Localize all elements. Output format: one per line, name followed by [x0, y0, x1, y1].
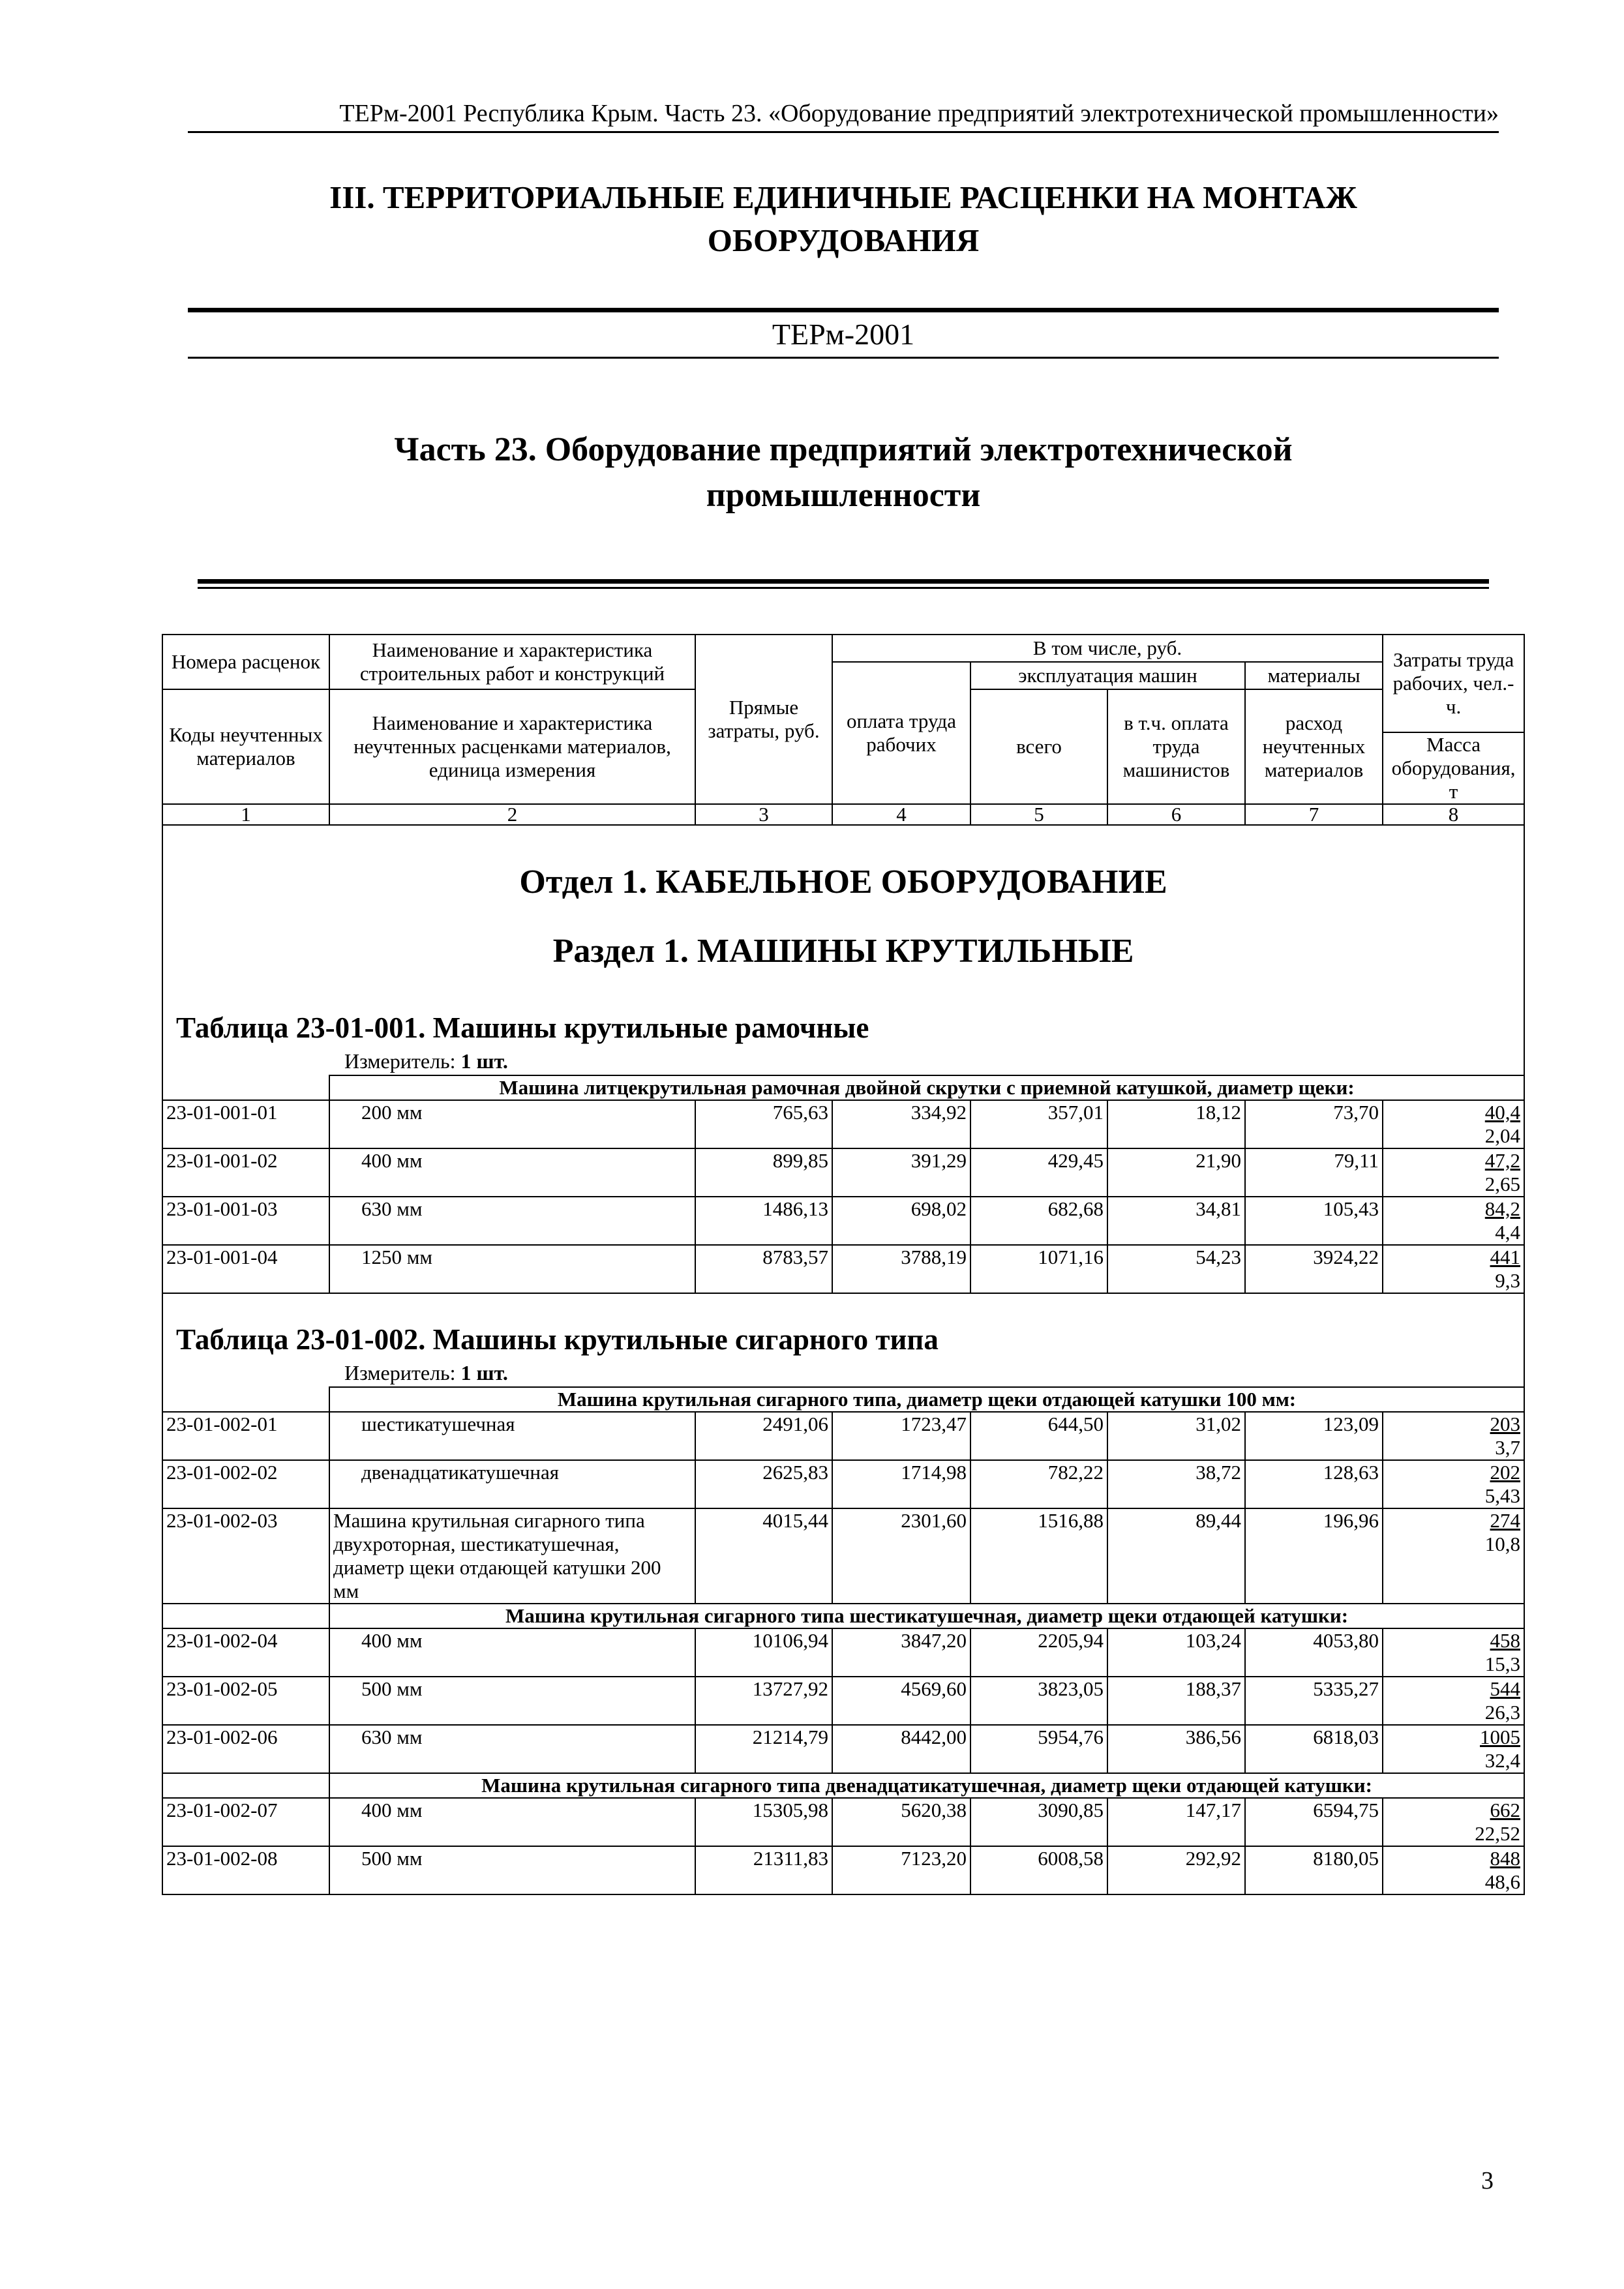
blank-cell: [162, 1387, 329, 1412]
table-row: [162, 1725, 1524, 1773]
part-title: [188, 427, 1499, 518]
running-header: ТЕРм-2001 Республика Крым. Часть 23. «Оборудование предприятий электротехнической промышленности»: [339, 100, 1499, 127]
machinists-pay: 54,23: [1107, 1245, 1245, 1293]
rate-code: 23-01-002-08: [162, 1846, 329, 1894]
machinists-pay: 21,90: [1107, 1148, 1245, 1197]
banner-bottom-rule: [188, 357, 1499, 359]
col-number: 3: [695, 804, 832, 825]
col-number: 5: [970, 804, 1107, 825]
direct-costs: 1486,13: [695, 1197, 832, 1245]
table-row: [162, 1677, 1524, 1725]
materials: 6594,75: [1245, 1798, 1383, 1846]
machinists-pay: 386,56: [1107, 1725, 1245, 1773]
machinists-pay: 292,92: [1107, 1846, 1245, 1894]
rate-name: шестикатушечная: [329, 1412, 695, 1460]
machinists-pay: 31,02: [1107, 1412, 1245, 1460]
rate-name: двенадцатикатушечная: [329, 1460, 695, 1508]
razdel-title: Раздел 1. МАШИНЫ КРУТИЛЬНЫЕ: [552, 933, 1134, 970]
rate-name: 630 мм: [329, 1725, 695, 1773]
machinists-pay: 188,37: [1107, 1677, 1245, 1725]
machines-total: 644,50: [970, 1412, 1107, 1460]
table-row: [162, 1846, 1524, 1894]
header-direct-costs: Прямые затраты, руб.: [695, 635, 832, 804]
rate-name: 400 мм: [329, 1798, 695, 1846]
col-number: 4: [832, 804, 970, 825]
rate-code: 23-01-001-03: [162, 1197, 329, 1245]
rate-name: 1250 мм: [329, 1245, 695, 1293]
workers-pay: 4569,60: [832, 1677, 970, 1725]
machinists-pay: 89,44: [1107, 1508, 1245, 1604]
machines-total: 682,68: [970, 1197, 1107, 1245]
col-number: 6: [1107, 804, 1245, 825]
blank-cell: [162, 1075, 329, 1100]
materials: 196,96: [1245, 1508, 1383, 1604]
labor-mass: 40,4 2,04: [1383, 1100, 1524, 1148]
rate-code: 23-01-002-02: [162, 1460, 329, 1508]
table1-title: Таблица 23-01-001. Машины крутильные рамочные: [176, 1011, 869, 1044]
machinists-pay: 34,81: [1107, 1197, 1245, 1245]
machines-total: 1071,16: [970, 1245, 1107, 1293]
rate-name: 400 мм: [329, 1148, 695, 1197]
table2-intro: [162, 1293, 1524, 1387]
header-name-materials: Наименование и характеристика неучтенных расценками материалов, единица измерения: [329, 689, 695, 804]
workers-pay: 698,02: [832, 1197, 970, 1245]
machines-total: 6008,58: [970, 1846, 1107, 1894]
table-row: [162, 1245, 1524, 1293]
direct-costs: 765,63: [695, 1100, 832, 1148]
table-row: [162, 1197, 1524, 1245]
header-mass: Масса оборудования, т: [1383, 732, 1524, 804]
direct-costs: 899,85: [695, 1148, 832, 1197]
header-materials: материалы: [1245, 662, 1383, 689]
header-labor: Затраты труда рабочих, чел.-ч.: [1383, 635, 1524, 732]
header-materials-consumption: расход неучтенных материалов: [1245, 689, 1383, 804]
rate-code: 23-01-002-01: [162, 1412, 329, 1460]
col-number: 7: [1245, 804, 1383, 825]
table-row: [162, 1460, 1524, 1508]
header-machines: эксплуатация машин: [970, 662, 1245, 689]
materials: 8180,05: [1245, 1846, 1383, 1894]
machinists-pay: 147,17: [1107, 1798, 1245, 1846]
blank-cell: [162, 1773, 329, 1798]
rate-code: 23-01-002-03: [162, 1508, 329, 1604]
page-number: 3: [1481, 2167, 1494, 2194]
blank-cell: [162, 1604, 329, 1628]
table1-intro: [162, 825, 1524, 1075]
machines-total: 1516,88: [970, 1508, 1107, 1604]
table2-group1: Машина крутильная сигарного типа, диаметр щеки отдающей катушки 100 мм:: [329, 1387, 1524, 1412]
labor-mass: 848 48,6: [1383, 1846, 1524, 1894]
workers-pay: 1714,98: [832, 1460, 970, 1508]
machinists-pay: 103,24: [1107, 1628, 1245, 1677]
section-title-line1: III. ТЕРРИТОРИАЛЬНЫЕ ЕДИНИЧНЫЕ РАСЦЕНКИ НА МОНТАЖ: [329, 179, 1357, 215]
part-double-rule: [198, 579, 1489, 589]
machines-total: 429,45: [970, 1148, 1107, 1197]
materials: 105,43: [1245, 1197, 1383, 1245]
materials: 128,63: [1245, 1460, 1383, 1508]
labor-mass: 458 15,3: [1383, 1628, 1524, 1677]
table-row: [162, 1628, 1524, 1677]
machinists-pay: 38,72: [1107, 1460, 1245, 1508]
machines-total: 2205,94: [970, 1628, 1107, 1677]
workers-pay: 3788,19: [832, 1245, 970, 1293]
header-nomera: Номера расценок: [162, 635, 329, 689]
rate-name: 500 мм: [329, 1846, 695, 1894]
rate-name: 630 мм: [329, 1197, 695, 1245]
machines-total: 357,01: [970, 1100, 1107, 1148]
table2-title: Таблица 23-01-002. Машины крутильные сигарного типа: [176, 1323, 939, 1356]
direct-costs: 2625,83: [695, 1460, 832, 1508]
materials: 123,09: [1245, 1412, 1383, 1460]
table2-measure: Измеритель: 1 шт.: [344, 1361, 508, 1384]
materials: 6818,03: [1245, 1725, 1383, 1773]
rate-code: 23-01-002-06: [162, 1725, 329, 1773]
header-machinists-pay: в т.ч. оплата труда машинистов: [1107, 689, 1245, 804]
workers-pay: 1723,47: [832, 1412, 970, 1460]
labor-mass: 1005 32,4: [1383, 1725, 1524, 1773]
table-row: [162, 1412, 1524, 1460]
part-title-line1: Часть 23. Оборудование предприятий электротехнической: [394, 431, 1293, 468]
banner-top-rule: [188, 308, 1499, 312]
rate-name: Машина крутильная сигарного типа двухроторная, шестикатушечная, диаметр щеки отдающей катушки 200 мм: [329, 1508, 695, 1604]
direct-costs: 8783,57: [695, 1245, 832, 1293]
labor-mass: 544 26,3: [1383, 1677, 1524, 1725]
section-title: [188, 176, 1499, 262]
machines-total: 5954,76: [970, 1725, 1107, 1773]
labor-mass: 47,2 2,65: [1383, 1148, 1524, 1197]
col-number: 8: [1383, 804, 1524, 825]
header-machines-total: всего: [970, 689, 1107, 804]
rate-code: 23-01-001-01: [162, 1100, 329, 1148]
labor-mass: 441 9,3: [1383, 1245, 1524, 1293]
labor-mass: 84,2 4,4: [1383, 1197, 1524, 1245]
header-including: В том числе, руб.: [832, 635, 1383, 662]
workers-pay: 334,92: [832, 1100, 970, 1148]
table1-group: Машина литцекрутильная рамочная двойной скрутки с приемной катушкой, диаметр щеки:: [329, 1075, 1524, 1100]
header-rule: [188, 131, 1499, 133]
otdel-title: Отдел 1. КАБЕЛЬНОЕ ОБОРУДОВАНИЕ: [519, 863, 1167, 901]
machines-total: 3823,05: [970, 1677, 1107, 1725]
table-row: [162, 1100, 1524, 1148]
labor-mass: 202 5,43: [1383, 1460, 1524, 1508]
table-row: [162, 1508, 1524, 1604]
rate-code: 23-01-002-05: [162, 1677, 329, 1725]
rate-name: 200 мм: [329, 1100, 695, 1148]
direct-costs: 4015,44: [695, 1508, 832, 1604]
collection-label: ТЕРм-2001: [772, 318, 915, 351]
workers-pay: 8442,00: [832, 1725, 970, 1773]
section-title-line2: ОБОРУДОВАНИЯ: [707, 222, 980, 258]
workers-pay: 3847,20: [832, 1628, 970, 1677]
workers-pay: 2301,60: [832, 1508, 970, 1604]
direct-costs: 2491,06: [695, 1412, 832, 1460]
rate-code: 23-01-002-07: [162, 1798, 329, 1846]
header-workers-pay: оплата труда рабочих: [832, 662, 970, 804]
header-codes: Коды неучтенных материалов: [162, 689, 329, 804]
materials: 73,70: [1245, 1100, 1383, 1148]
rate-name: 400 мм: [329, 1628, 695, 1677]
header-name-works: Наименование и характеристика строительных работ и конструкций: [329, 635, 695, 689]
table-row: [162, 1798, 1524, 1846]
workers-pay: 391,29: [832, 1148, 970, 1197]
materials: 4053,80: [1245, 1628, 1383, 1677]
collection-banner: [188, 308, 1499, 359]
labor-mass: 274 10,8: [1383, 1508, 1524, 1604]
direct-costs: 21214,79: [695, 1725, 832, 1773]
workers-pay: 5620,38: [832, 1798, 970, 1846]
machines-total: 782,22: [970, 1460, 1107, 1508]
rate-code: 23-01-001-04: [162, 1245, 329, 1293]
col-number: 2: [329, 804, 695, 825]
table1-measure: Измеритель: 1 шт.: [344, 1049, 508, 1073]
materials: 5335,27: [1245, 1677, 1383, 1725]
rates-table: [162, 634, 1525, 1895]
rate-name: 500 мм: [329, 1677, 695, 1725]
direct-costs: 15305,98: [695, 1798, 832, 1846]
machines-total: 3090,85: [970, 1798, 1107, 1846]
rate-code: 23-01-002-04: [162, 1628, 329, 1677]
direct-costs: 10106,94: [695, 1628, 832, 1677]
rate-code: 23-01-001-02: [162, 1148, 329, 1197]
direct-costs: 13727,92: [695, 1677, 832, 1725]
table2-group3: Машина крутильная сигарного типа двенадцатикатушечная, диаметр щеки отдающей катушки:: [329, 1773, 1524, 1798]
table-row: [162, 1148, 1524, 1197]
workers-pay: 7123,20: [832, 1846, 970, 1894]
col-number: 1: [162, 804, 329, 825]
labor-mass: 662 22,52: [1383, 1798, 1524, 1846]
direct-costs: 21311,83: [695, 1846, 832, 1894]
part-title-line2: промышленности: [706, 477, 981, 514]
materials: 3924,22: [1245, 1245, 1383, 1293]
labor-mass: 203 3,7: [1383, 1412, 1524, 1460]
machinists-pay: 18,12: [1107, 1100, 1245, 1148]
table2-group2: Машина крутильная сигарного типа шестикатушечная, диаметр щеки отдающей катушки:: [329, 1604, 1524, 1628]
materials: 79,11: [1245, 1148, 1383, 1197]
